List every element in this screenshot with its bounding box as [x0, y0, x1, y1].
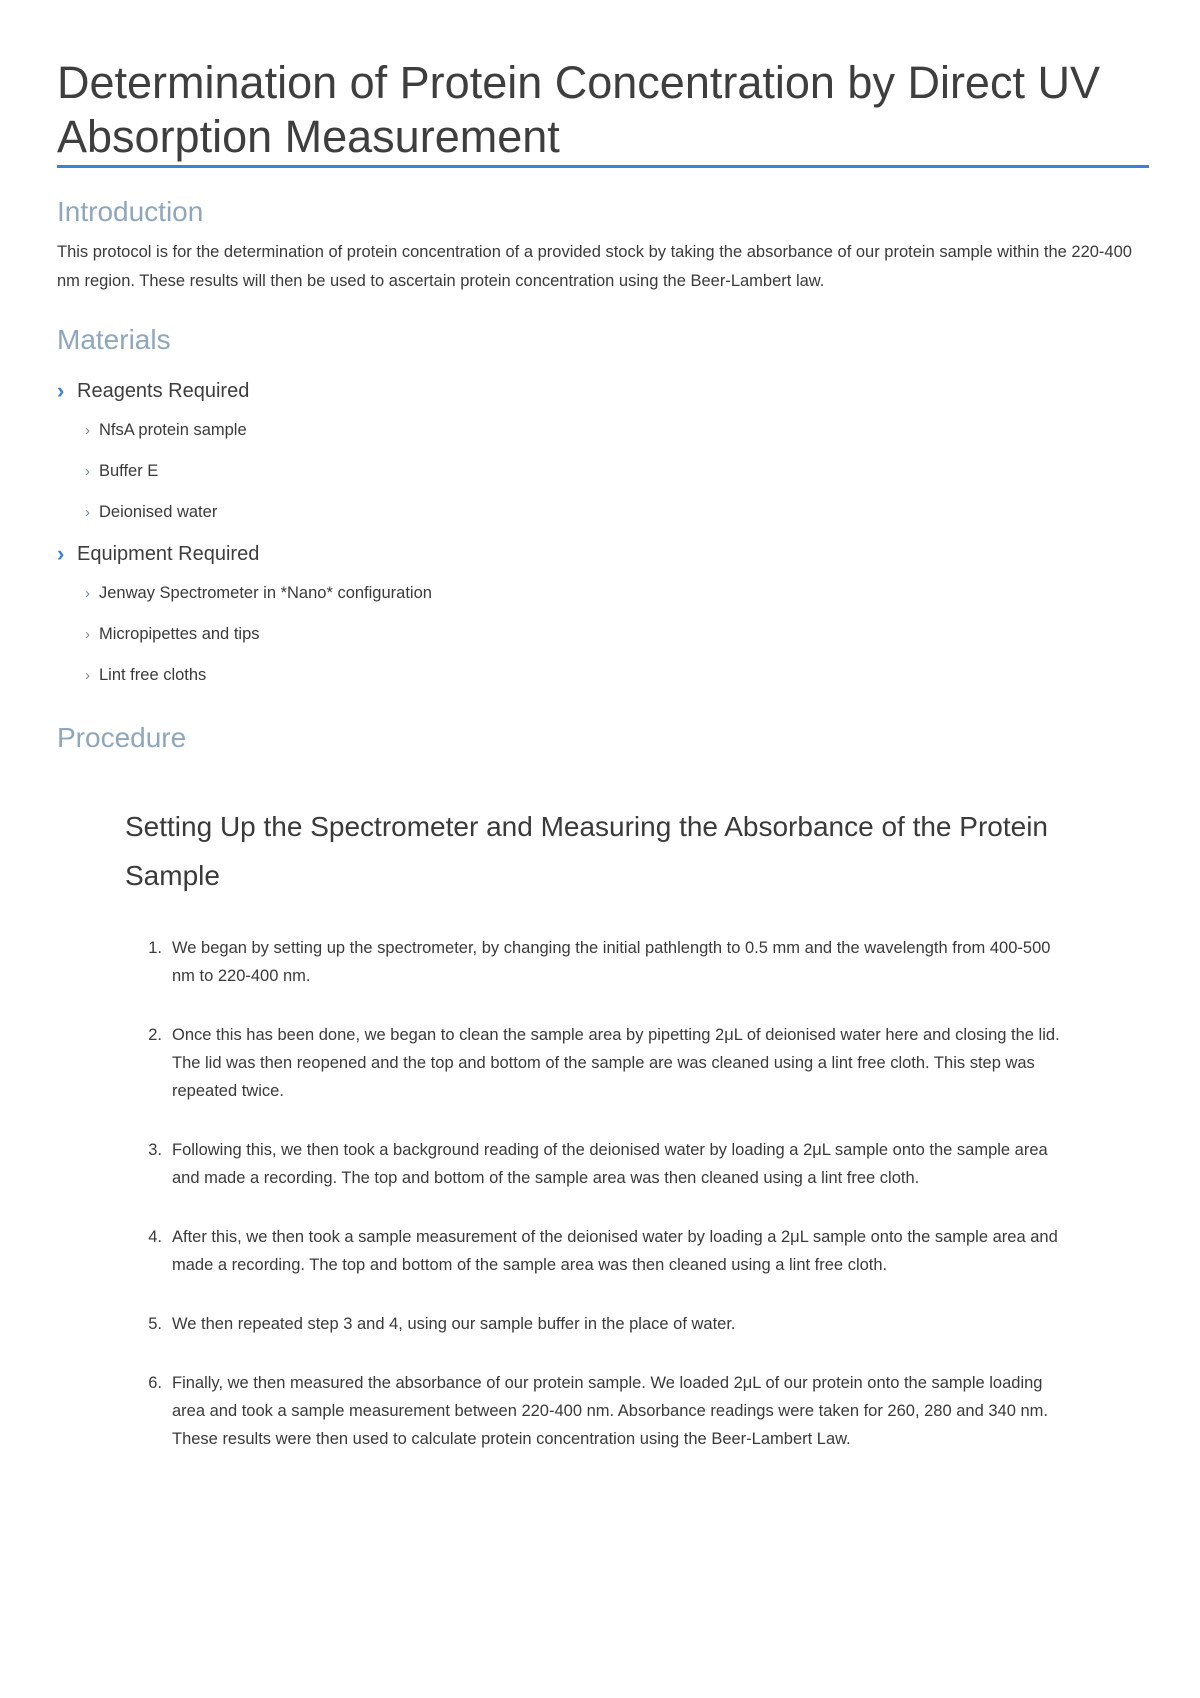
- group-header-reagents[interactable]: [57, 376, 1149, 406]
- chevron-right-icon: ›: [85, 422, 90, 439]
- materials-group-reagents[interactable]: [57, 376, 1149, 533]
- step-number: 1.: [148, 939, 162, 957]
- procedure-steps: [57, 934, 1149, 1453]
- step-text: Following this, we then took a background reading of the deionised water by loading a 2μL sample onto the sample area and made a recording. The top and bottom of the sample area was then cleaned using a lint free cloth.: [172, 1141, 1048, 1187]
- group-header-equipment[interactable]: [57, 539, 1149, 569]
- introduction-heading: Introduction: [57, 196, 204, 227]
- step-item: [57, 1369, 1149, 1453]
- step-text: We then repeated step 3 and 4, using our sample buffer in the place of water.: [172, 1315, 736, 1333]
- list-item: › Deionised water: [85, 503, 218, 521]
- group-label: Reagents Required: [77, 379, 250, 402]
- introduction-text: This protocol is for the determination of protein concentration of a provided stock by taking the absorbance of our protein sample within the 220-400 nm region. These results will then be used to ascertain protein concentration using the Beer-Lambert law.: [57, 243, 1132, 290]
- step-item: [57, 1223, 1149, 1279]
- chevron-right-icon: ›: [85, 626, 90, 643]
- group-label: Equipment Required: [77, 542, 260, 565]
- step-text: We began by setting up the spectrometer, by changing the initial pathlength to 0.5 mm and the wavelength from 400-500 nm to 220-400 nm.: [172, 939, 1051, 985]
- chevron-right-icon: ›: [85, 585, 90, 602]
- chevron-right-icon: ›: [85, 463, 90, 480]
- chevron-right-icon: ›: [85, 667, 90, 684]
- step-number: 5.: [148, 1315, 162, 1333]
- list-item: › Buffer E: [85, 462, 159, 480]
- list-item: › Lint free cloths: [85, 666, 207, 684]
- document-page: [57, 56, 1149, 1484]
- page-title: Determination of Protein Concentration by Direct UV Absorption Measurement: [57, 56, 1149, 168]
- list-item: › Micropipettes and tips: [85, 625, 260, 643]
- procedure-heading: Procedure: [57, 722, 187, 753]
- step-item: [57, 1310, 1149, 1338]
- chevron-right-icon: ›: [57, 378, 65, 403]
- step-number: 4.: [148, 1228, 162, 1246]
- step-item: [57, 934, 1149, 990]
- step-number: 3.: [148, 1141, 162, 1159]
- materials-heading: Materials: [57, 324, 171, 355]
- step-text: After this, we then took a sample measurement of the deionised water by loading a 2μL sample onto the sample area and made a recording. The top and bottom of the sample area was then cleaned using a lint free cloth.: [172, 1228, 1058, 1274]
- list-item: › Jenway Spectrometer in *Nano* configuration: [85, 584, 432, 602]
- step-number: 6.: [148, 1374, 162, 1392]
- step-text: Once this has been done, we began to clean the sample area by pipetting 2μL of deionised water here and closing the lid. The lid was then reopened and the top and bottom of the sample are was cleaned using a lint free cloth. This step was repeated twice.: [172, 1026, 1060, 1100]
- chevron-right-icon: ›: [57, 541, 65, 566]
- list-item: › NfsA protein sample: [85, 421, 247, 439]
- step-text: Finally, we then measured the absorbance of our protein sample. We loaded 2μL of our protein onto the sample loading area and took a sample measurement between 220-400 nm. Absorbance readings were taken for 260, 280 and 340 nm. These results were then used to calculate protein concentration using the Beer-Lambert Law.: [172, 1374, 1048, 1448]
- step-item: [57, 1136, 1149, 1192]
- chevron-right-icon: ›: [85, 504, 90, 521]
- step-number: 2.: [148, 1026, 162, 1044]
- step-item: [57, 1021, 1149, 1105]
- subsection-title: Setting Up the Spectrometer and Measuring the Absorbance of the Protein Sample: [125, 811, 1049, 891]
- materials-group-equipment[interactable]: [57, 539, 1149, 696]
